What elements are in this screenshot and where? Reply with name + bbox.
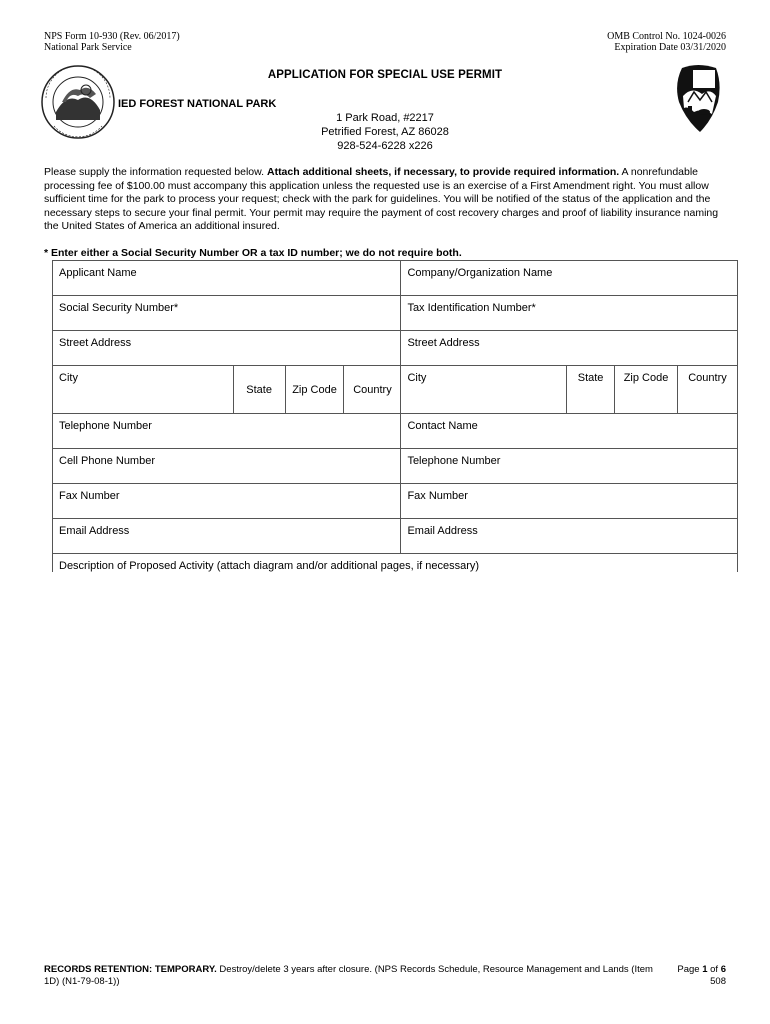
company-name-field[interactable]: Company/Organization Name (401, 261, 738, 296)
applicant-name-field[interactable]: Applicant Name (53, 261, 401, 296)
applicant-telephone-field[interactable]: Telephone Number (53, 414, 401, 449)
records-retention (44, 964, 654, 988)
company-fax-field[interactable]: Fax Number (401, 484, 738, 519)
retention-label: RECORDS RETENTION: TEMPORARY. (44, 964, 217, 975)
form-number: NPS Form 10-930 (Rev. 06/2017) (44, 31, 180, 42)
intro-text-2: A nonrefundable processing fee of $100.00 must accompany this application unless the requested use is an exercise of a First Amendment right. You must allow sufficient time for the park to process your request; check with the park for guidelines. You will be notified of the status of the application and the necessary steps to secure your final permit. Your permit may require the payment of cost recovery charges and proof of liability insurance naming the United States of America an additional insured. (44, 166, 719, 232)
company-street-field[interactable]: Street Address (401, 331, 738, 366)
address-line-1: 1 Park Road, #2217 (336, 112, 434, 124)
applicant-zip-field[interactable]: Zip Code (285, 366, 344, 414)
activity-description-field[interactable]: Description of Proposed Activity (attach diagram and/or additional pages, if necessary) (53, 554, 738, 573)
ssn-field[interactable]: Social Security Number* (53, 296, 401, 331)
page-total: 6 (720, 964, 726, 975)
applicant-email-field[interactable]: Email Address (53, 519, 401, 554)
applicant-state-field[interactable]: State (233, 366, 285, 414)
applicant-city-field[interactable]: City (53, 366, 234, 414)
applicant-street-field[interactable]: Street Address (53, 331, 401, 366)
park-name: IED FOREST NATIONAL PARK (118, 98, 277, 110)
park-phone: 928-524-6228 x226 (337, 140, 433, 152)
contact-name-field[interactable]: Contact Name (401, 414, 738, 449)
page-current: 1 (702, 964, 708, 975)
page-mid: of (707, 964, 721, 975)
company-country-field[interactable]: Country (677, 366, 737, 414)
intro-text-1: Please supply the information requested below. (44, 166, 267, 178)
intro-bold-text: Attach additional sheets, if necessary, to provide required information. (266, 166, 620, 178)
cell-phone-field[interactable]: Cell Phone Number (53, 449, 401, 484)
park-address (285, 111, 485, 153)
ssn-note: * Enter either a Social Security Number OR a tax ID number; we do not require both. (44, 247, 462, 259)
company-city-field[interactable]: City (401, 366, 567, 414)
page-prefix: Page (677, 964, 703, 975)
page-number (677, 964, 726, 976)
page-title: APPLICATION FOR SPECIAL USE PERMIT (267, 69, 503, 81)
company-state-field[interactable]: State (567, 366, 615, 414)
retention-text: Destroy/delete 3 years after closure. (NPS Records Schedule, Resource Management and Lands (Item 1D) (N1-79-08-1)) (44, 964, 653, 987)
company-zip-field[interactable]: Zip Code (615, 366, 678, 414)
form-code: 508 (710, 976, 726, 987)
tax-id-field[interactable]: Tax Identification Number* (401, 296, 738, 331)
applicant-country-field[interactable]: Country (344, 366, 401, 414)
company-email-field[interactable]: Email Address (401, 519, 738, 554)
intro-paragraph (44, 166, 728, 234)
company-telephone-field[interactable]: Telephone Number (401, 449, 738, 484)
applicant-fax-field[interactable]: Fax Number (53, 484, 401, 519)
address-line-2: Petrified Forest, AZ 86028 (321, 126, 449, 138)
omb-control-number: OMB Control No. 1024-0026 (607, 31, 726, 42)
expiration-date: Expiration Date 03/31/2020 (614, 42, 726, 53)
agency-name: National Park Service (44, 42, 132, 53)
applicant-info-table (52, 260, 738, 572)
